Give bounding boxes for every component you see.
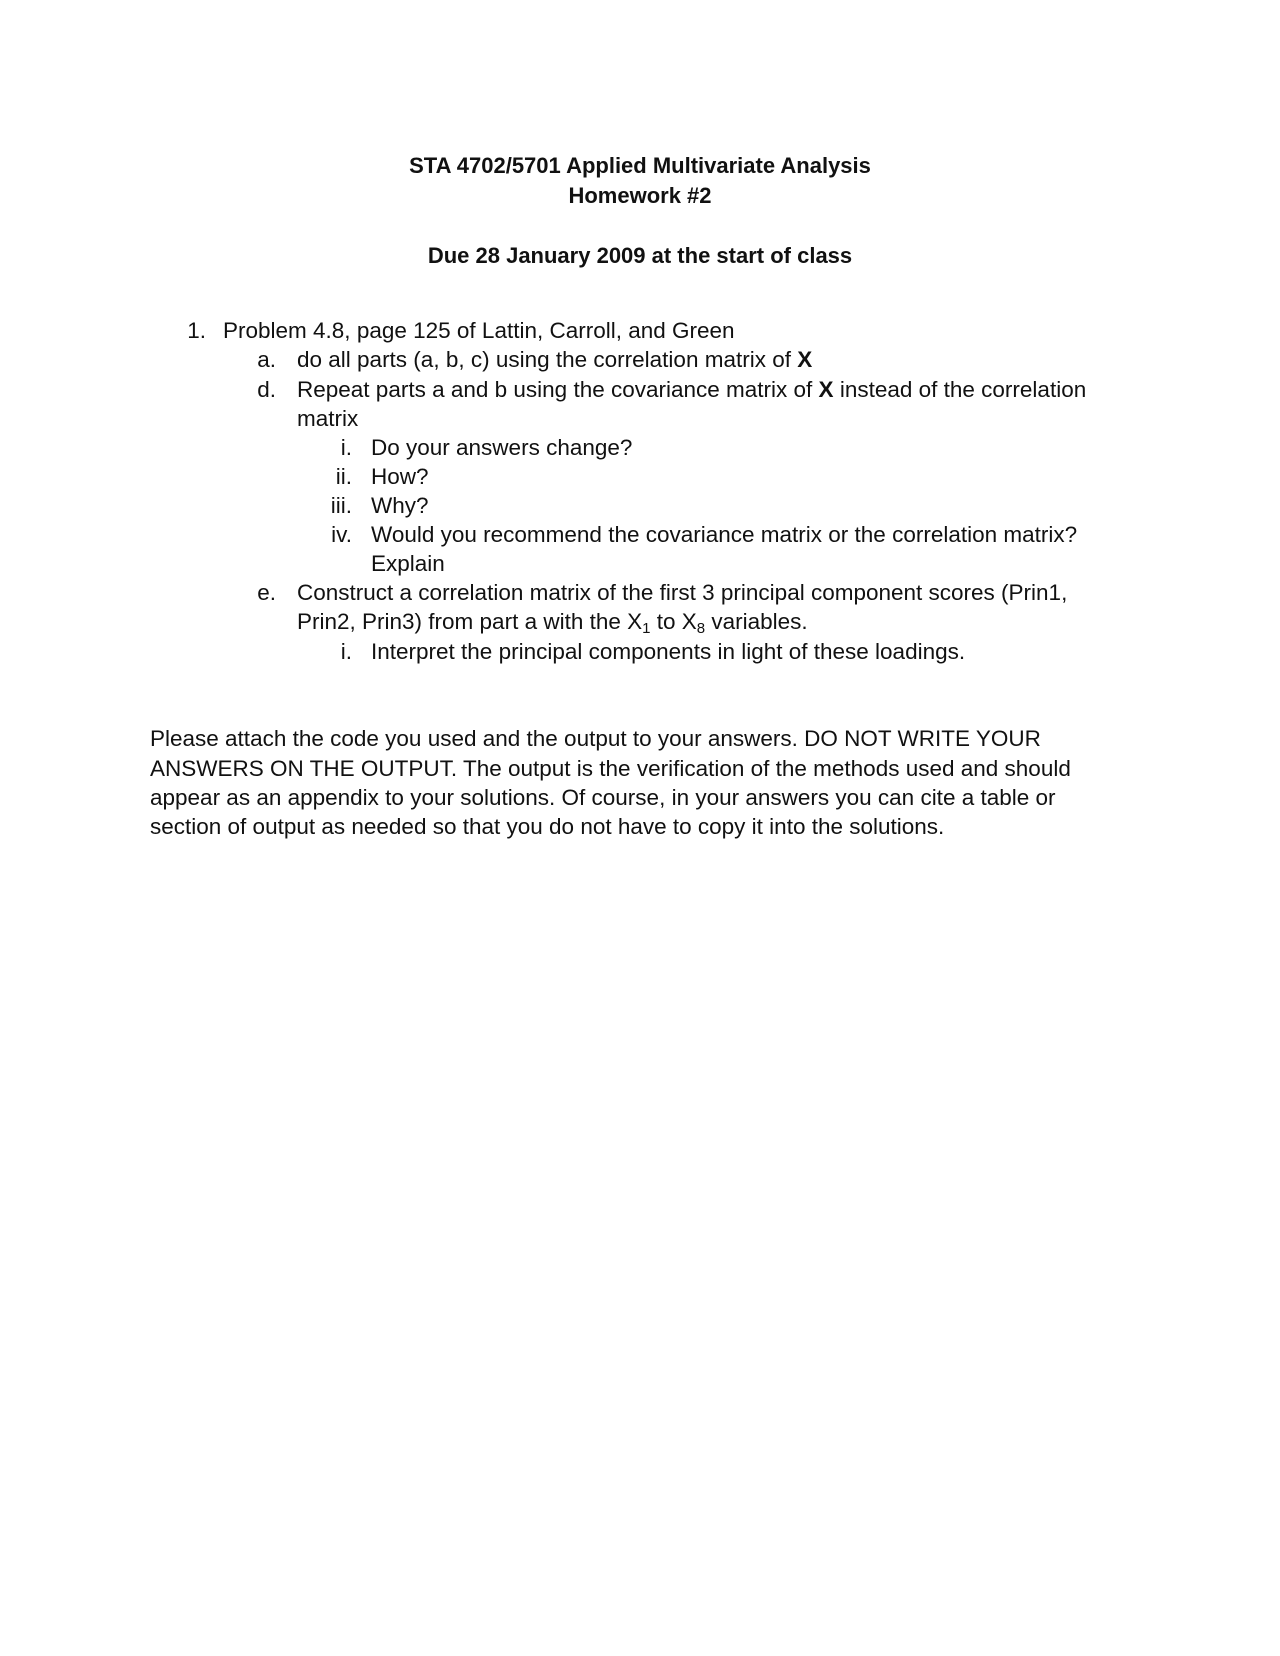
part-d-text — [297, 375, 1086, 405]
document-title: STA 4702/5701 Applied Multivariate Analysis — [409, 153, 871, 178]
part-d-text-2: instead of the correlation — [833, 377, 1087, 402]
part-a-text-body: do all parts (a, b, c) using the correlation matrix of — [297, 347, 798, 372]
part-a-bold-x: X — [797, 347, 813, 372]
problem-1-marker: 1. — [187, 318, 206, 343]
due-date: Due 28 January 2009 at the start of class — [427, 243, 853, 268]
part-e-line-2-c: variables. — [705, 609, 808, 634]
part-d-iii-marker: iii. — [330, 493, 352, 518]
part-d-text-1: Repeat parts a and b using the covariance matrix of — [297, 377, 819, 402]
subscript-1: 1 — [642, 620, 651, 637]
part-e-line-2 — [297, 607, 808, 637]
part-d-iv-text-continued: Explain — [371, 551, 445, 576]
part-a-text — [297, 345, 812, 375]
part-d-marker: d. — [257, 377, 276, 402]
part-d-iii-text: Why? — [371, 493, 429, 518]
instructions-line-4: section of output as needed so that you do not have to copy it into the solutions. — [150, 814, 945, 839]
part-d-iv-marker: iv. — [331, 522, 352, 547]
part-d-ii-marker: ii. — [335, 464, 352, 489]
part-e-line-2-a: Prin2, Prin3) from part a with the X — [297, 609, 643, 634]
part-e-i-marker: i. — [340, 639, 352, 664]
document-subtitle: Homework #2 — [568, 183, 712, 208]
instructions-line-1: Please attach the code you used and the output to your answers. DO NOT WRITE YOUR — [150, 726, 1041, 751]
part-e-i-text: Interpret the principal components in light of these loadings. — [371, 639, 966, 664]
part-e-marker: e. — [257, 580, 276, 605]
part-d-i-marker: i. — [340, 435, 352, 460]
part-d-i-text: Do your answers change? — [371, 435, 633, 460]
part-d-bold-x: X — [818, 377, 834, 402]
part-d-ii-text: How? — [371, 464, 429, 489]
subscript-8: 8 — [696, 620, 706, 637]
part-d-iv-text: Would you recommend the covariance matrix or the correlation matrix? — [371, 522, 1078, 547]
instructions-line-3: appear as an appendix to your solutions. Of course, in your answers you can cite a table or — [150, 785, 1056, 810]
part-e-line-1: Construct a correlation matrix of the first 3 principal component scores (Prin1, — [297, 580, 1068, 605]
instructions-line-2: ANSWERS ON THE OUTPUT. The output is the verification of the methods used and should — [150, 756, 1071, 781]
part-e-line-2-b: to X — [650, 609, 697, 634]
problem-1-text: Problem 4.8, page 125 of Lattin, Carroll, and Green — [223, 318, 735, 343]
part-d-text-continued: matrix — [297, 406, 359, 431]
part-a-marker: a. — [257, 347, 276, 372]
